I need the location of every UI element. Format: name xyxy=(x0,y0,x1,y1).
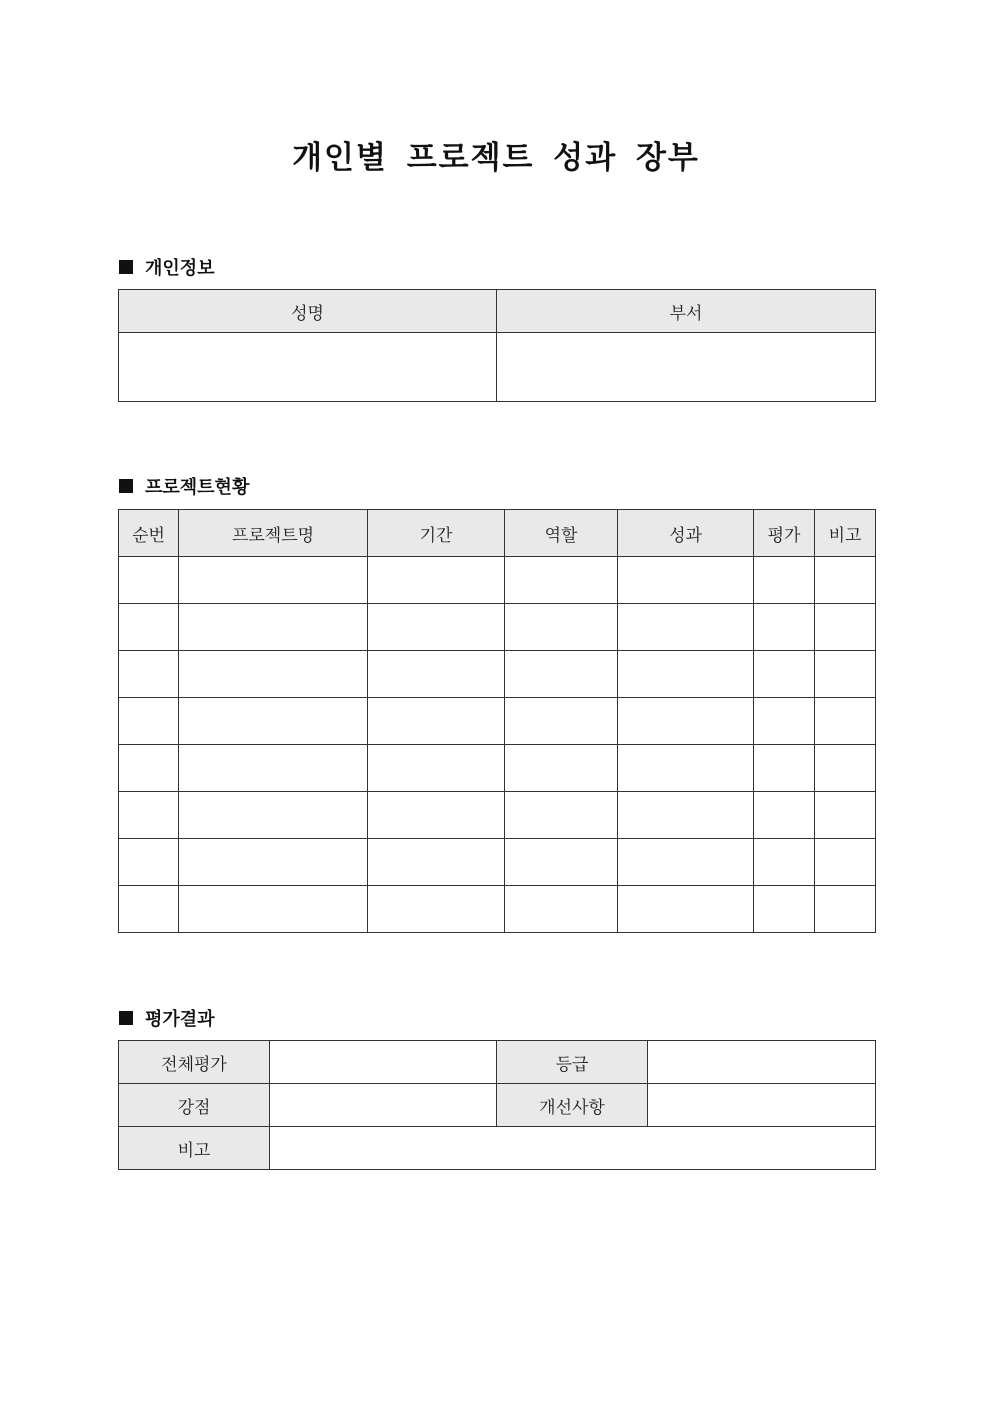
achievement-cell[interactable] xyxy=(618,651,754,698)
seq-cell[interactable] xyxy=(119,651,179,698)
table-row xyxy=(119,557,876,604)
remarks-label: 비고 xyxy=(119,1127,270,1170)
evaluation-heading xyxy=(119,1005,215,1031)
header-rating: 평가 xyxy=(754,510,815,557)
role-cell[interactable] xyxy=(505,745,618,792)
table-row xyxy=(119,839,876,886)
achievement-cell[interactable] xyxy=(618,698,754,745)
project-name-cell[interactable] xyxy=(179,604,368,651)
personal-info-table xyxy=(118,289,876,402)
remarks-cell[interactable] xyxy=(815,698,876,745)
header-period: 기간 xyxy=(368,510,505,557)
grade-value-cell[interactable] xyxy=(648,1041,876,1084)
evaluation-row xyxy=(119,1041,876,1084)
grade-label: 등급 xyxy=(497,1041,648,1084)
project-status-heading xyxy=(119,473,249,499)
department-value-cell[interactable] xyxy=(497,333,876,402)
role-cell[interactable] xyxy=(505,651,618,698)
table-row xyxy=(119,604,876,651)
achievement-cell[interactable] xyxy=(618,839,754,886)
rating-cell[interactable] xyxy=(754,557,815,604)
project-name-cell[interactable] xyxy=(179,557,368,604)
evaluation-table xyxy=(118,1040,876,1170)
header-project-name: 프로젝트명 xyxy=(179,510,368,557)
role-cell[interactable] xyxy=(505,886,618,933)
header-remarks: 비고 xyxy=(815,510,876,557)
evaluation-row xyxy=(119,1084,876,1127)
remarks-cell[interactable] xyxy=(815,557,876,604)
period-cell[interactable] xyxy=(368,604,505,651)
square-bullet-icon xyxy=(119,260,133,274)
period-cell[interactable] xyxy=(368,839,505,886)
seq-cell[interactable] xyxy=(119,745,179,792)
square-bullet-icon xyxy=(119,479,133,493)
period-cell[interactable] xyxy=(368,886,505,933)
seq-cell[interactable] xyxy=(119,839,179,886)
achievement-cell[interactable] xyxy=(618,557,754,604)
period-cell[interactable] xyxy=(368,651,505,698)
achievement-cell[interactable] xyxy=(618,604,754,651)
project-status-table xyxy=(118,509,876,933)
seq-cell[interactable] xyxy=(119,557,179,604)
evaluation-row xyxy=(119,1127,876,1170)
remarks-cell[interactable] xyxy=(815,792,876,839)
project-name-cell[interactable] xyxy=(179,839,368,886)
project-name-cell[interactable] xyxy=(179,651,368,698)
rating-cell[interactable] xyxy=(754,604,815,651)
remarks-cell[interactable] xyxy=(815,886,876,933)
project-name-cell[interactable] xyxy=(179,792,368,839)
evaluation-heading-text: 평가결과 xyxy=(145,1009,215,1030)
personal-info-heading xyxy=(119,254,215,280)
achievement-cell[interactable] xyxy=(618,792,754,839)
rating-cell[interactable] xyxy=(754,792,815,839)
header-department: 부서 xyxy=(497,290,876,333)
header-name: 성명 xyxy=(119,290,497,333)
header-seq: 순번 xyxy=(119,510,179,557)
overall-label: 전체평가 xyxy=(119,1041,270,1084)
personal-info-header-row xyxy=(119,290,876,333)
improvement-value-cell[interactable] xyxy=(648,1084,876,1127)
remarks-cell[interactable] xyxy=(815,604,876,651)
table-row xyxy=(119,886,876,933)
remarks-cell[interactable] xyxy=(815,745,876,792)
remarks-value-cell[interactable] xyxy=(270,1127,876,1170)
table-row xyxy=(119,698,876,745)
achievement-cell[interactable] xyxy=(618,745,754,792)
strength-label: 강점 xyxy=(119,1084,270,1127)
table-row xyxy=(119,651,876,698)
project-status-heading-text: 프로젝트현황 xyxy=(145,477,250,498)
project-header-row xyxy=(119,510,876,557)
seq-cell[interactable] xyxy=(119,792,179,839)
table-row xyxy=(119,792,876,839)
achievement-cell[interactable] xyxy=(618,886,754,933)
seq-cell[interactable] xyxy=(119,604,179,651)
project-name-cell[interactable] xyxy=(179,886,368,933)
rating-cell[interactable] xyxy=(754,651,815,698)
strength-value-cell[interactable] xyxy=(270,1084,497,1127)
table-row xyxy=(119,745,876,792)
role-cell[interactable] xyxy=(505,839,618,886)
remarks-cell[interactable] xyxy=(815,839,876,886)
role-cell[interactable] xyxy=(505,604,618,651)
project-name-cell[interactable] xyxy=(179,745,368,792)
role-cell[interactable] xyxy=(505,557,618,604)
period-cell[interactable] xyxy=(368,792,505,839)
period-cell[interactable] xyxy=(368,698,505,745)
improvement-label: 개선사항 xyxy=(497,1084,648,1127)
personal-info-value-row xyxy=(119,333,876,402)
role-cell[interactable] xyxy=(505,792,618,839)
header-role: 역할 xyxy=(505,510,618,557)
role-cell[interactable] xyxy=(505,698,618,745)
personal-info-heading-text: 개인정보 xyxy=(145,258,215,279)
rating-cell[interactable] xyxy=(754,745,815,792)
seq-cell[interactable] xyxy=(119,886,179,933)
period-cell[interactable] xyxy=(368,557,505,604)
square-bullet-icon xyxy=(119,1011,133,1025)
period-cell[interactable] xyxy=(368,745,505,792)
rating-cell[interactable] xyxy=(754,839,815,886)
overall-value-cell[interactable] xyxy=(270,1041,497,1084)
rating-cell[interactable] xyxy=(754,886,815,933)
project-name-cell[interactable] xyxy=(179,698,368,745)
document-title: 개인별 프로젝트 성과 장부 xyxy=(292,140,700,176)
seq-cell[interactable] xyxy=(119,698,179,745)
name-value-cell[interactable] xyxy=(119,333,497,402)
header-achievement: 성과 xyxy=(618,510,754,557)
project-table-body xyxy=(119,557,876,933)
rating-cell[interactable] xyxy=(754,698,815,745)
remarks-cell[interactable] xyxy=(815,651,876,698)
